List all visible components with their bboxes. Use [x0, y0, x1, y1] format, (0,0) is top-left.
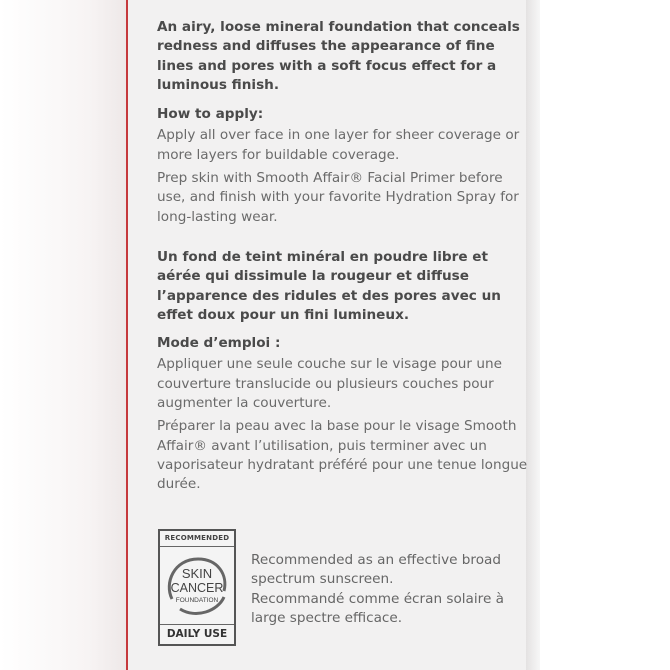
how-to-apply-heading: How to apply:: [157, 106, 264, 123]
seal-word-foundation: FOUNDATION: [175, 597, 219, 604]
recommendation-fr: Recommandé comme écran solaire à large spectre efficace.: [251, 590, 504, 626]
seal-daily-use-label: DAILY USE: [160, 624, 234, 644]
how-to-apply-step-2: Prep skin with Smooth Affair® Facial Primer before use, and finish with your favorite Hydration Spray for long-lasting wear.: [157, 170, 519, 225]
mode-emploi-heading: Mode d’emploi :: [157, 335, 281, 352]
seal-logo: [160, 547, 234, 626]
recommendation-en: Recommended as an effective broad spectrum sunscreen.: [251, 552, 501, 588]
seal-recommended-label: RECOMMENDED: [160, 531, 234, 547]
seal-word-skin: SKIN: [181, 566, 213, 581]
background-right: [540, 0, 670, 670]
mode-emploi-step-2: Préparer la peau avec la base pour le visage Smooth Affair® avant l’utilisation, puis terminer avec un vaporisateur hydratant préféré pour une tenue longue durée.: [157, 418, 528, 493]
recommendation-text: [251, 551, 521, 628]
description-fr: Un fond de teint minéral en poudre libre et aérée qui dissimule la rougeur et diffuse l’apparence des ridules et des pores avec un effet doux pour un fini lumineux.: [157, 248, 501, 323]
how-to-apply-step-1: Apply all over face in one layer for sheer coverage or more layers for buildable coverage.: [157, 127, 520, 163]
seal-word-cancer: CANCER: [170, 581, 224, 595]
product-description-block: [157, 18, 529, 495]
seal-logo-graphic: [160, 547, 234, 626]
description-en: An airy, loose mineral foundation that conceals redness and diffuses the appearance of fine lines and pores with a soft focus effect for a luminous finish.: [157, 19, 520, 93]
mode-emploi-step-1: Appliquer une seule couche sur le visage pour une couverture translucide ou plusieurs couches pour augmenter la couverture.: [157, 356, 502, 412]
skin-cancer-foundation-seal: [158, 529, 236, 646]
package-left-edge: [0, 0, 126, 670]
